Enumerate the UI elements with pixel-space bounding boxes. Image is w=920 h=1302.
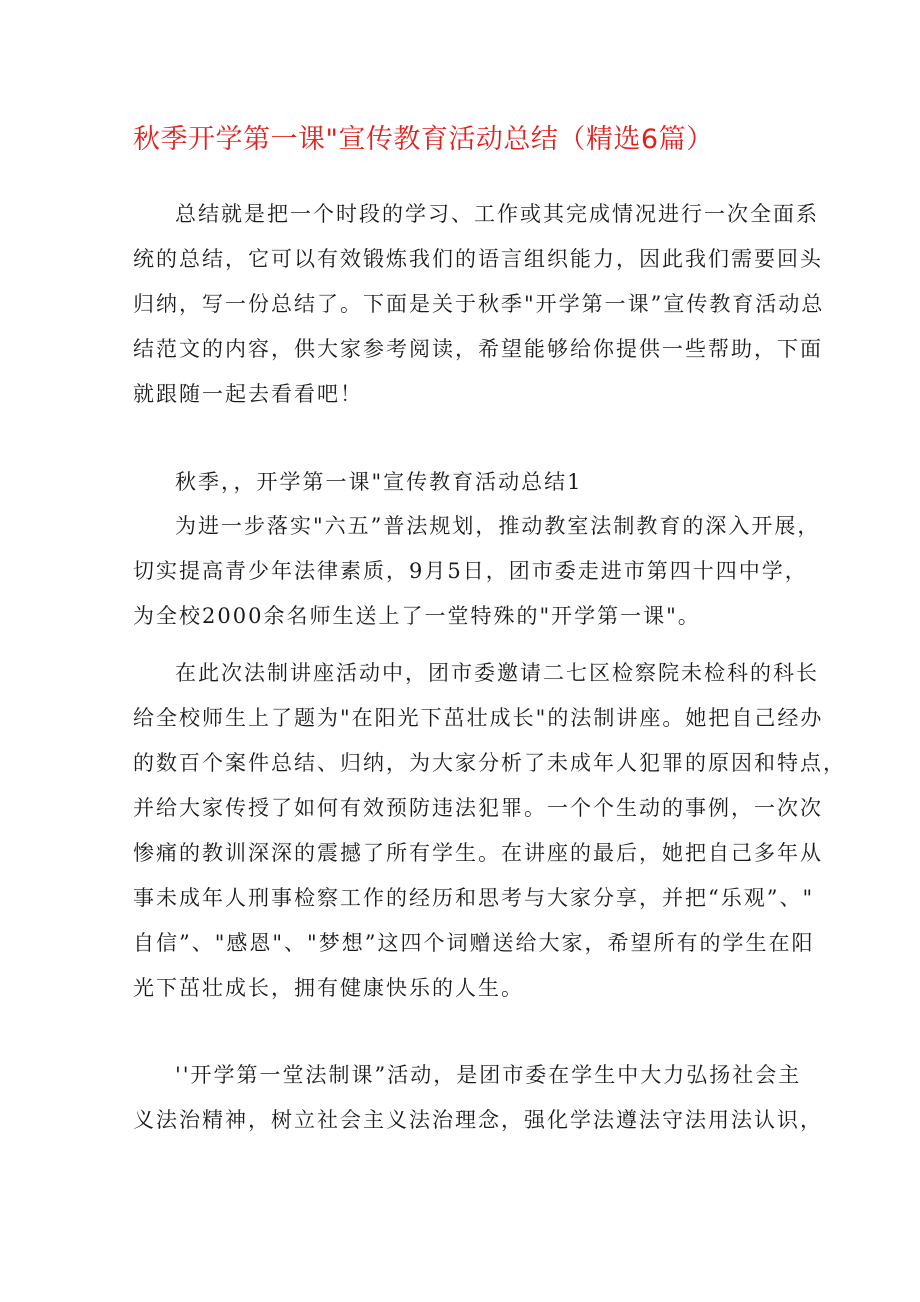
paragraph-line: 自信”、"感恩"、"梦想”这四个词赠送给大家，希望所有的学生在阳: [133, 931, 815, 955]
paragraph-line: 给全校师生上了题为"在阳光下茁壮成长"的法制讲座。她把自己经办: [133, 706, 824, 730]
paragraph-line: 为全校2000余名师生送上了一堂特殊的"开学第一课"。: [133, 604, 701, 628]
body-paragraph-1: [133, 504, 821, 639]
document-title: 秋季开学第一课"宣传教育活动总结（精选6篇）: [133, 124, 714, 155]
paragraph-line: 切实提高青少年法律素质，9月5日，团市委走进市第四十四中学，: [133, 559, 808, 583]
body-paragraph-3: [133, 1053, 823, 1143]
intro-line: 总结就是把一个时段的学习、工作或其完成情况进行一次全面系: [175, 202, 819, 226]
intro-paragraph: [133, 192, 825, 417]
section-heading: [133, 460, 793, 505]
paragraph-line: 惨痛的教训深深的震撼了所有学生。在讲座的最后，她把自己多年从: [133, 841, 823, 865]
paragraph-line: ''开学第一堂法制课”活动，是团市委在学生中大力弘扬社会主: [175, 1063, 802, 1087]
paragraph-line: 事未成年人刑事检察工作的经历和思考与大家分享，并把“乐观”、": [133, 886, 815, 910]
paragraph-line: 为进一步落实"六五”普法规划，推动教室法制教育的深入开展，: [175, 514, 821, 538]
body-paragraph-2: [133, 651, 846, 1011]
paragraph-line: 的数百个案件总结、归纳，为大家分析了未成年人犯罪的原因和特点，: [133, 751, 846, 775]
paragraph-line: 并给大家传授了如何有效预防违法犯罪。一个个生动的事例，一次次: [133, 796, 823, 820]
paragraph-line: 光下茁壮成长，拥有健康快乐的人生。: [133, 976, 524, 1000]
intro-line: 结范文的内容，供大家参考阅读，希望能够给你提供一些帮助，下面: [133, 337, 823, 361]
paragraph-line: 在此次法制讲座活动中，团市委邀请二七区检察院未检科的科长: [175, 661, 819, 685]
intro-line: 就跟随一起去看看吧！: [133, 382, 363, 406]
paragraph-line: 义法治精神，树立社会主义法治理念，强化学法遵法守法用法认识，: [133, 1108, 823, 1132]
intro-line: 归纳，写一份总结了。下面是关于秋季"开学第一课”宣传教育活动总: [133, 292, 825, 316]
section-heading-text: 秋季，，开学第一课"宣传教育活动总结1: [175, 470, 583, 494]
intro-line: 统的总结，它可以有效锻炼我们的语言组织能力，因此我们需要回头: [133, 247, 823, 271]
